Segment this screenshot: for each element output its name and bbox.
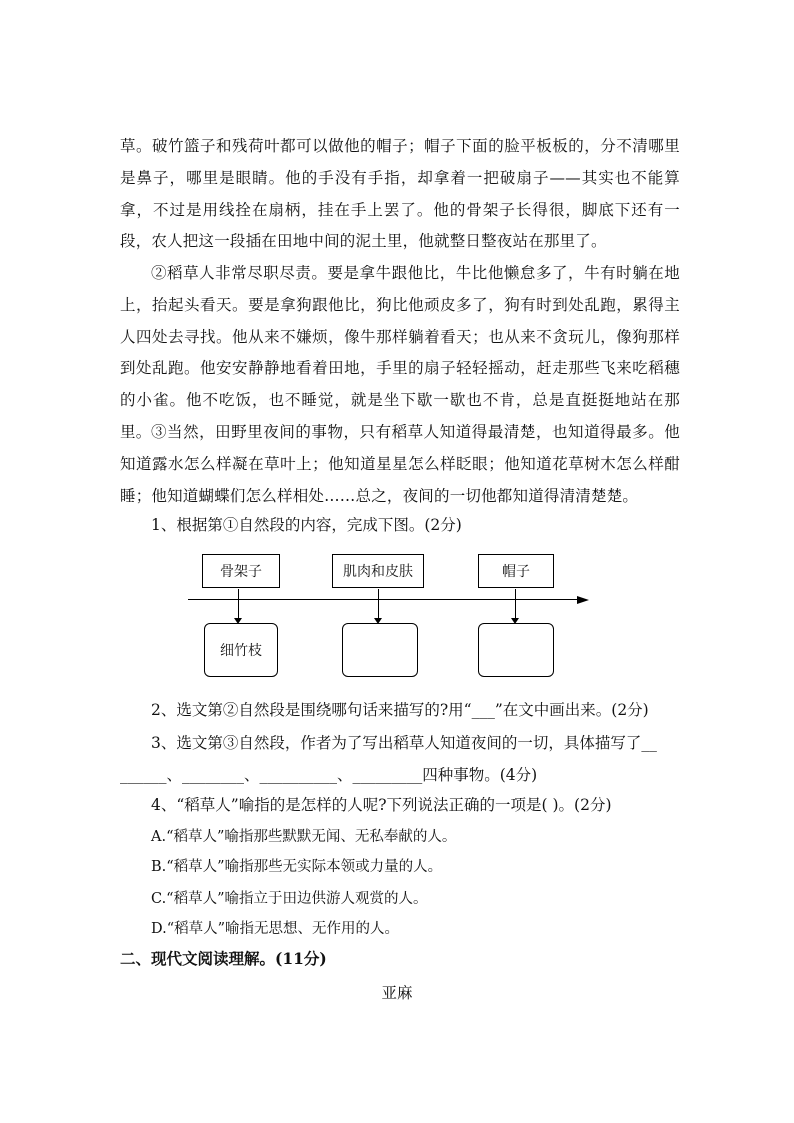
diagram-top-label: 骨架子 [220,564,262,580]
scarecrow-diagram [180,548,590,683]
diagram-answer-blank-2[interactable] [342,623,418,677]
diagram-top-box-skeleton [202,554,280,588]
diagram-timeline-arrow [188,599,578,600]
diagram-bottom-label: 细竹枝 [220,643,262,659]
diagram-top-box-hat [478,554,554,588]
diagram-bottom-box-1 [204,623,278,677]
question-4: 4、“稻草人”喻指的是怎样的人呢?下列说法正确的一项是( )。(2分) [151,796,612,814]
diagram-top-label: 帽子 [502,564,530,580]
section-heading: 二、现代文阅读理解。(11分) [120,949,327,968]
question-2: 2、选文第②自然段是围绕哪句话来描写的?用“___”在文中画出来。(2分) [151,701,649,719]
option-a: A.“稻草人”喻指那些默默无闻、无私奉献的人。 [151,829,457,845]
passage-paragraph-2: ②稻草人非常尽职尽责。要是拿牛跟他比，牛比他懒怠多了，牛有时躺在地上，抬起头看天。要是拿狗跟他比，狗比他顽皮多了，狗有时到处乱跑，累得主人四处去寻找。他从来不嫌烦，像牛那样躺着看天；也从来不贪玩儿，像狗那样到处乱跑。他安安静静地看着田地，手里的扇子轻轻摇动，赶走那些飞来吃稻穗的小雀。他不吃饭，也不睡觉，就是坐下歇一歇也不肯，总是直挺挺地站在那里。 [120,264,680,441]
question-3: 3、选文第③自然段，作者为了写出稻草人知道夜间的一切，具体描写了__ [151,734,657,752]
option-c: C.“稻草人”喻指立于田边供游人观赏的人。 [151,891,428,907]
passage-paragraph-1: 草。破竹篮子和残荷叶都可以做他的帽子；帽子下面的脸平板板的，分不清哪里是鼻子，哪里是眼睛。他的手没有手指，却拿着一把破扇子——其实也不能算拿，不过是用线拴在扇柄，挂在手上罢了。他的骨架子长得很，脚底下还有一段，农人把这一段插在田地中间的泥土里，他就整日整夜站在那里了。 [120,137,680,251]
option-d: D.“稻草人”喻指无思想、无作用的人。 [151,921,400,937]
diagram-top-label: 肌肉和皮肤 [343,564,413,580]
passage-paragraph-3: ③当然，田野里夜间的事物，只有稻草人知道得最清楚，也知道得最多。他知道露水怎么样凝在草叶上；他知道星星怎么样眨眼；他知道花草树木怎么样酣睡；他知道蝴蝶们怎么样相处……总之，夜间的一切他都知道得清清楚楚。 [120,423,680,505]
option-b: B.“稻草人”喻指那些无实际本领或力量的人。 [151,859,443,875]
passage-title: 亚麻 [381,984,413,1002]
diagram-top-box-muscle-skin [332,554,424,588]
question-1: 1、根据第①自然段的内容，完成下图。(2分) [151,516,462,534]
diagram-answer-blank-3[interactable] [478,623,554,677]
arrowhead-icon [577,595,589,605]
question-3-blanks: ______、________、__________、_________四种事物。(4分) [120,766,538,784]
